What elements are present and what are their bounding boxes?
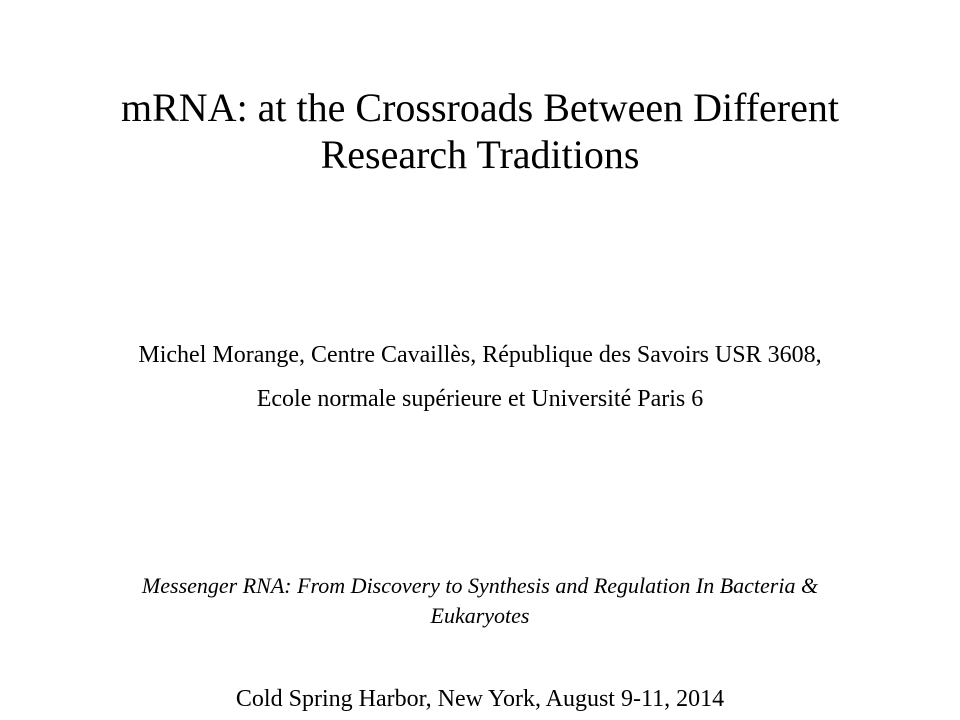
conference-line-2: Eukaryotes <box>430 603 530 628</box>
author-affiliation <box>20 333 940 421</box>
slide-title <box>40 84 920 178</box>
conference-line-1: Messenger RNA: From Discovery to Synthesis and Regulation In Bacteria & <box>141 573 819 598</box>
venue-and-date: Cold Spring Harbor, New York, August 9-11, 2014 <box>235 686 725 712</box>
author-line-2: Ecole normale supérieure et Université Paris 6 <box>256 386 704 412</box>
conference-name <box>20 571 940 631</box>
title-line-1: mRNA: at the Crossroads Between Different <box>121 85 839 130</box>
title-line-2: Research Traditions <box>320 132 640 177</box>
author-line-1: Michel Morange, Centre Cavaillès, République des Savoirs USR 3608, <box>138 342 822 368</box>
